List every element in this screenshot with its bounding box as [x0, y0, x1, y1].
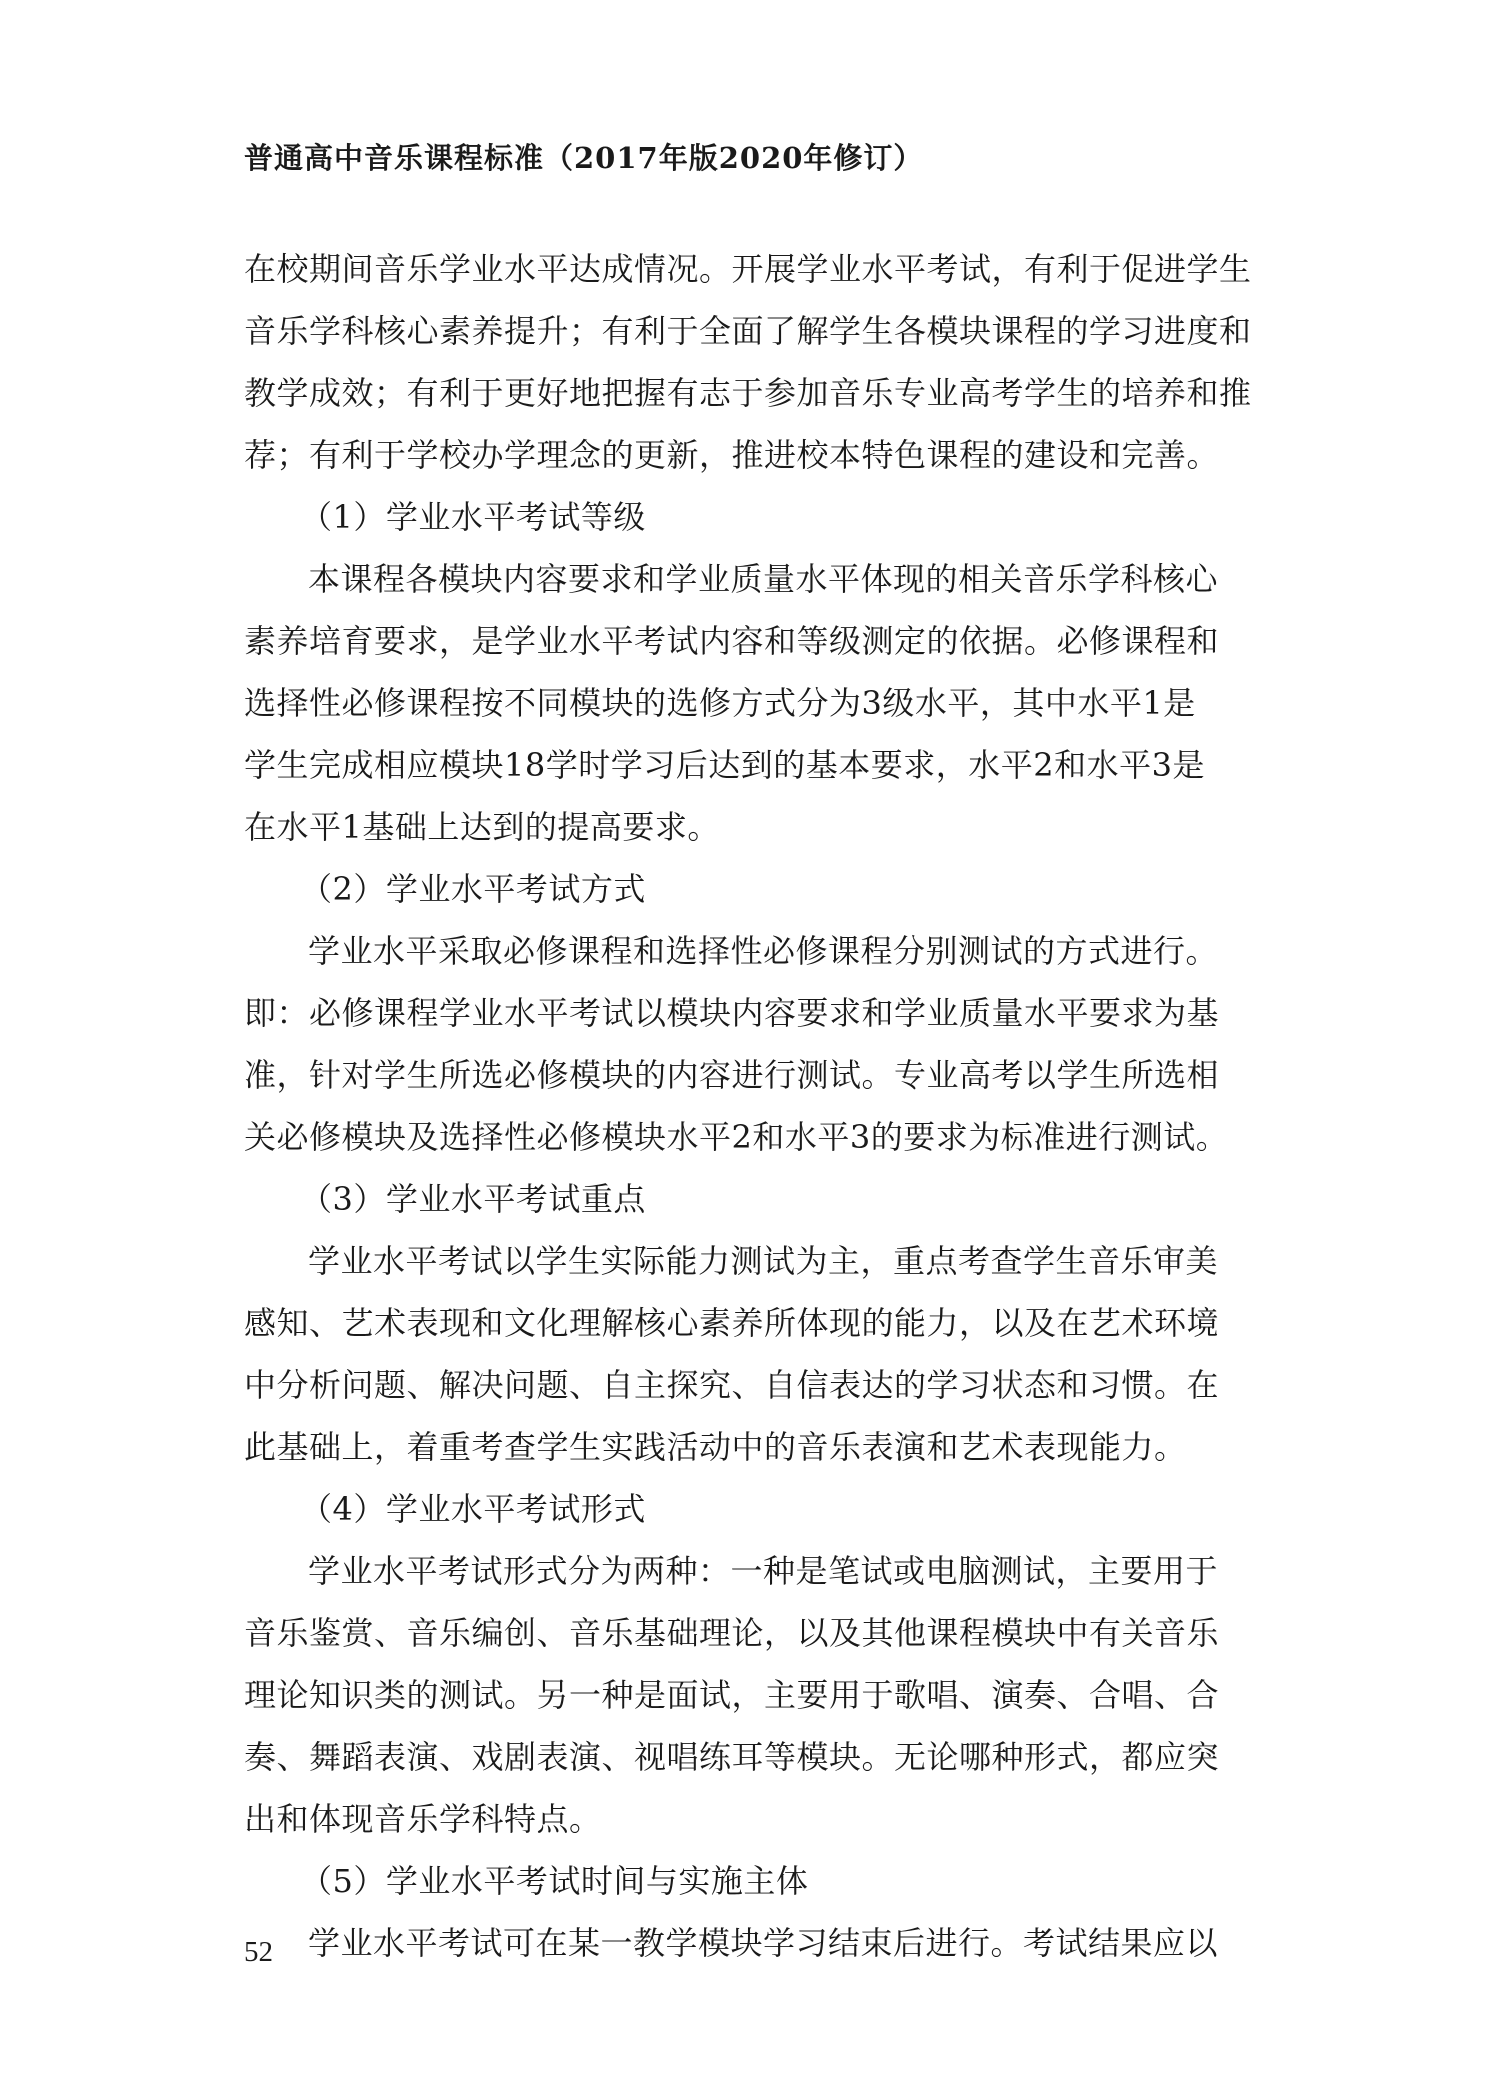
text-line: 中分析问题、解决问题、自主探究、自信表达的学习状态和习惯。在	[244, 1366, 1220, 1404]
text-line: 学生完成相应模块18学时学习后达到的基本要求，水平2和水平3是	[244, 746, 1205, 784]
text-line: 选择性必修课程按不同模块的选修方式分为3级水平，其中水平1是	[244, 684, 1196, 722]
text-line: 准，针对学生所选必修模块的内容进行测试。专业高考以学生所选相	[244, 1056, 1220, 1094]
text-line: 奏、舞蹈表演、戏剧表演、视唱练耳等模块。无论哪种形式，都应突	[244, 1738, 1220, 1776]
section-heading: （2）学业水平考试方式	[300, 870, 646, 908]
text-line: 音乐鉴赏、音乐编创、音乐基础理论，以及其他课程模块中有关音乐	[244, 1614, 1220, 1652]
section-heading: （4）学业水平考试形式	[300, 1490, 646, 1528]
text-line: 即：必修课程学业水平考试以模块内容要求和学业质量水平要求为基	[244, 994, 1220, 1032]
text-line: 荐；有利于学校办学理念的更新，推进校本特色课程的建设和完善。	[244, 436, 1220, 474]
text-line: 感知、艺术表现和文化理解核心素养所体现的能力，以及在艺术环境	[244, 1304, 1220, 1342]
text-line: 本课程各模块内容要求和学业质量水平体现的相关音乐学科核心	[308, 560, 1219, 598]
text-line: 音乐学科核心素养提升；有利于全面了解学生各模块课程的学习进度和	[244, 312, 1252, 350]
text-line: 学业水平考试以学生实际能力测试为主，重点考查学生音乐审美	[308, 1242, 1219, 1280]
text-line: 在水平1基础上达到的提高要求。	[244, 808, 720, 846]
text-line: 素养培育要求，是学业水平考试内容和等级测定的依据。必修课程和	[244, 622, 1220, 660]
text-line: 教学成效；有利于更好地把握有志于参加音乐专业高考学生的培养和推	[244, 374, 1252, 412]
text-line: 在校期间音乐学业水平达成情况。开展学业水平考试，有利于促进学生	[244, 250, 1252, 288]
page-number: 52	[244, 1936, 273, 1968]
section-heading: （3）学业水平考试重点	[300, 1180, 646, 1218]
text-line: 出和体现音乐学科特点。	[244, 1800, 602, 1838]
section-heading: （5）学业水平考试时间与实施主体	[300, 1862, 809, 1900]
text-line: 学业水平考试可在某一教学模块学习结束后进行。考试结果应以	[308, 1924, 1219, 1962]
text-line: 理论知识类的测试。另一种是面试，主要用于歌唱、演奏、合唱、合	[244, 1676, 1220, 1714]
text-line: 学业水平考试形式分为两种：一种是笔试或电脑测试，主要用于	[308, 1552, 1219, 1590]
text-line: 关必修模块及选择性必修模块水平2和水平3的要求为标准进行测试。	[244, 1118, 1229, 1156]
running-head: 普通高中音乐课程标准（2017年版2020年修订）	[244, 141, 924, 175]
section-heading: （1）学业水平考试等级	[300, 498, 646, 536]
text-line: 此基础上，着重考查学生实践活动中的音乐表演和艺术表现能力。	[244, 1428, 1187, 1466]
body-text	[244, 238, 1254, 1974]
text-line: 学业水平采取必修课程和选择性必修课程分别测试的方式进行。	[308, 932, 1219, 970]
